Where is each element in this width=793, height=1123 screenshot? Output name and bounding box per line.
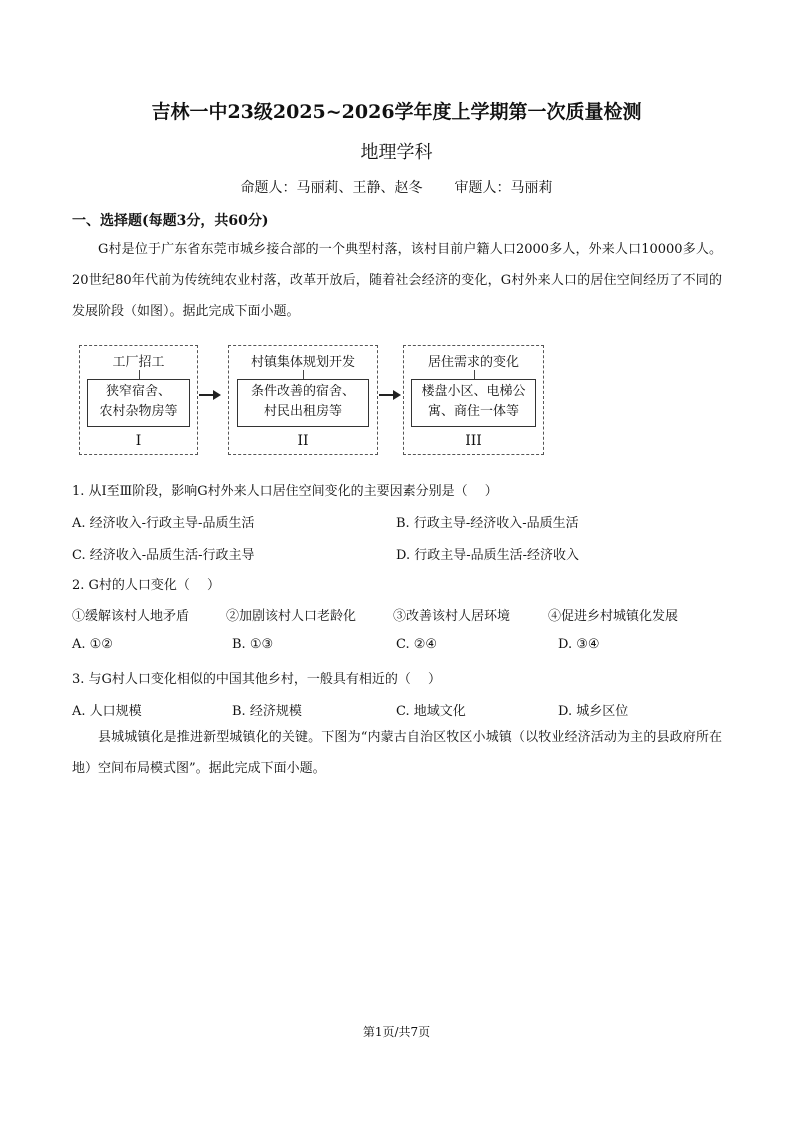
q2-statement: ②加剧该村人口老龄化 — [226, 609, 357, 624]
q1-option-b: B. 行政主导-经济收入-品质生活 — [396, 516, 579, 531]
stage-head: 居住需求的变化 — [427, 355, 519, 370]
q3-option-d: D. 城乡区位 — [558, 704, 629, 719]
subject-title: 地理学科 — [360, 142, 433, 163]
q2-option-c: C. ②④ — [396, 637, 438, 652]
arrow-icon — [199, 394, 219, 396]
stage-content — [237, 379, 369, 427]
author-label: 命题人：马丽莉、王静、赵冬 — [240, 180, 423, 196]
q2-option-a: A. ①② — [72, 637, 113, 652]
q1-option-d: D. 行政主导-品质生活-经济收入 — [396, 548, 580, 563]
q1-option-a: A. 经济收入-行政主导-品质生活 — [72, 516, 255, 531]
stage-head: 村镇集体规划开发 — [250, 355, 355, 370]
exam-title: 吉林一中23级2025~2026学年度上学期第一次质量检测 — [151, 101, 642, 123]
arrow-icon — [379, 394, 399, 396]
question-2-stem: 2. G村的人口变化（ ） — [72, 578, 221, 593]
question-3-stem: 3. 与G村人口变化相似的中国其他乡村，一般具有相近的（ ） — [72, 672, 442, 687]
connector-line — [139, 370, 140, 379]
page-footer: 第1页/共7页 — [362, 1025, 431, 1039]
q2-statement: ①缓解该村人地矛盾 — [72, 609, 190, 624]
stage-box-2 — [228, 345, 378, 455]
connector-line — [474, 370, 475, 379]
stage-content-line: 条件改善的宿舍、 — [250, 384, 355, 399]
stage-numeral: III — [465, 433, 482, 449]
q1-option-c: C. 经济收入-品质生活-行政主导 — [72, 548, 255, 563]
q3-option-b: B. 经济规模 — [232, 704, 302, 719]
q2-statement: ③改善该村人居环境 — [393, 609, 511, 624]
stage-content — [87, 379, 190, 427]
stage-content — [411, 379, 536, 427]
section-heading: 一、选择题(每题3分，共60分) — [72, 213, 269, 229]
reviewer-label: 审题人：马丽莉 — [454, 180, 553, 196]
q3-option-c: C. 地域文化 — [396, 704, 466, 719]
passage-2: 县城城镇化是推进新型城镇化的关键。下图为“内蒙古自治区牧区小城镇（以牧业经济活动为主的县政府所在地）空间布局模式图”。据此完成下面小题。 — [72, 730, 722, 776]
stage-content-line: 狭窄宿舍、 — [105, 384, 171, 399]
passage-1: G村是位于广东省东莞市城乡接合部的一个典型村落，该村目前户籍人口2000多人，外来人口10000多人。20世纪80年代前为传统纯农业村落，改革开放后，随着社会经济的变化，G村外来人口的居住空间经历了不同的发展阶段（如图）。据此完成下面小题。 — [72, 242, 722, 319]
stage-content-line: 村民出租房等 — [263, 404, 342, 419]
q2-option-d: D. ③④ — [558, 637, 600, 652]
stage-content-line: 楼盘小区、电梯公 — [421, 384, 526, 399]
q2-option-b: B. ①③ — [232, 637, 274, 652]
connector-line — [303, 370, 304, 379]
stage-content-line: 寓、商住一体等 — [427, 404, 519, 419]
stage-numeral: II — [297, 433, 309, 449]
q3-option-a: A. 人口规模 — [72, 704, 142, 719]
question-1-stem: 1. 从Ⅰ至Ⅲ阶段，影响G村外来人口居住空间变化的主要因素分别是（ ） — [72, 484, 498, 499]
stage-box-3 — [403, 345, 544, 455]
stage-content-line: 农村杂物房等 — [99, 404, 178, 419]
author-line — [0, 177, 793, 197]
stage-numeral: I — [135, 433, 142, 449]
stage-box-1 — [79, 345, 198, 455]
stage-head: 工厂招工 — [112, 355, 165, 370]
q2-statement: ④促进乡村城镇化发展 — [548, 609, 679, 624]
